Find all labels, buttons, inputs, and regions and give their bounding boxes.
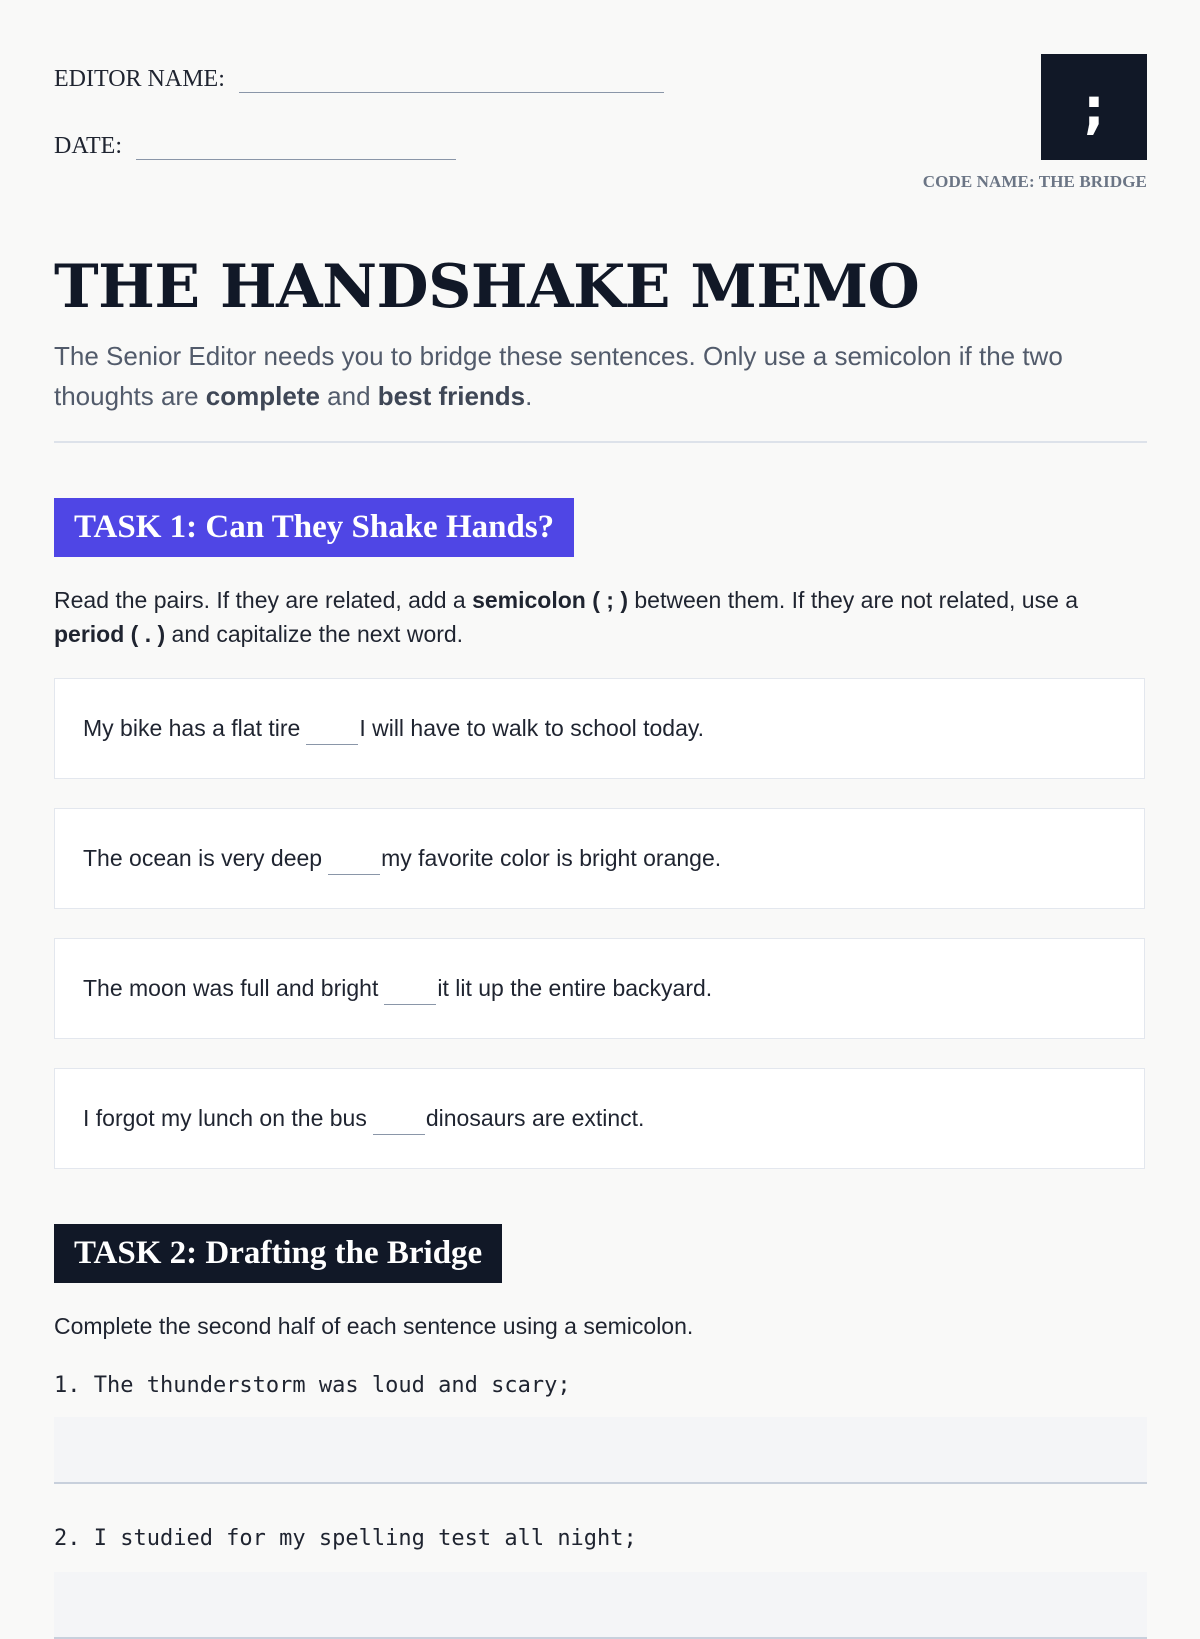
date-label: DATE:: [54, 133, 122, 159]
worksheet-page: [54, 0, 1147, 1551]
worksheet-header: [54, 0, 1147, 200]
code-name-label: CODE NAME: THE BRIDGE: [922, 172, 1147, 191]
sentence-pair-box: [54, 678, 1145, 779]
pair-first-clause: My bike has a flat tire: [83, 715, 301, 741]
sentence-pair-box: [54, 808, 1145, 909]
pair-first-clause: The moon was full and bright: [83, 975, 379, 1001]
task-1-badge: TASK 1: Can They Shake Hands?: [54, 498, 574, 557]
task-1-instr-period: period ( . ): [54, 621, 166, 647]
draft-answer-area[interactable]: [54, 1417, 1147, 1484]
page-title: THE HANDSHAKE MEMO: [54, 252, 920, 322]
editor-name-label: EDITOR NAME:: [54, 66, 225, 92]
punctuation-blank[interactable]: [373, 1110, 425, 1135]
draft-prompt: 1. The thunderstorm was loud and scary;: [54, 1373, 571, 1398]
punctuation-blank[interactable]: [306, 720, 358, 745]
pair-first-clause: The ocean is very deep: [83, 845, 323, 871]
draft-prompt: 2. I studied for my spelling test all night;: [54, 1526, 637, 1551]
task-1-instr-semicolon: semicolon ( ; ): [472, 587, 628, 613]
pair-first-clause: I forgot my lunch on the bus: [83, 1105, 367, 1131]
pair-second-clause: my favorite color is bright orange.: [381, 845, 722, 871]
task-1-instr-part-3: and capitalize the next word.: [165, 621, 464, 647]
intro-bold-best-friends: best friends: [377, 381, 526, 411]
semicolon-icon: ;: [1076, 73, 1112, 141]
task-1-instr-part-2: between them. If they are not related, use a: [628, 587, 1079, 613]
intro-part-3: .: [525, 381, 533, 411]
task-2-badge: TASK 2: Drafting the Bridge: [54, 1224, 502, 1283]
intro-bold-complete: complete: [205, 381, 320, 411]
draft-answer-area[interactable]: [54, 1572, 1147, 1639]
intro-part-1: The Senior Editor needs you to bridge these sentences. Only use a semicolon if the two thoughts are: [54, 341, 1063, 411]
editor-name-line[interactable]: [239, 56, 664, 93]
sentence-pair-box: [54, 1068, 1145, 1169]
intro-text: [54, 336, 1147, 416]
punctuation-blank[interactable]: [384, 980, 436, 1005]
pair-second-clause: I will have to walk to school today.: [359, 715, 705, 741]
pair-second-clause: it lit up the entire backyard.: [437, 975, 713, 1001]
punctuation-blank[interactable]: [328, 850, 380, 875]
task-1-instr-part-1: Read the pairs. If they are related, add a: [54, 587, 473, 613]
editor-name-field: [54, 56, 664, 93]
section-divider: [54, 441, 1147, 443]
date-line[interactable]: [136, 123, 456, 160]
intro-part-2: and: [319, 381, 378, 411]
sentence-pair-box: [54, 938, 1145, 1039]
task-1-instructions: [54, 583, 1147, 651]
semicolon-logo: [1041, 54, 1147, 160]
date-field: [54, 123, 456, 160]
task-2-instructions: Complete the second half of each sentence using a semicolon.: [54, 1313, 694, 1339]
pair-second-clause: dinosaurs are extinct.: [425, 1105, 645, 1131]
